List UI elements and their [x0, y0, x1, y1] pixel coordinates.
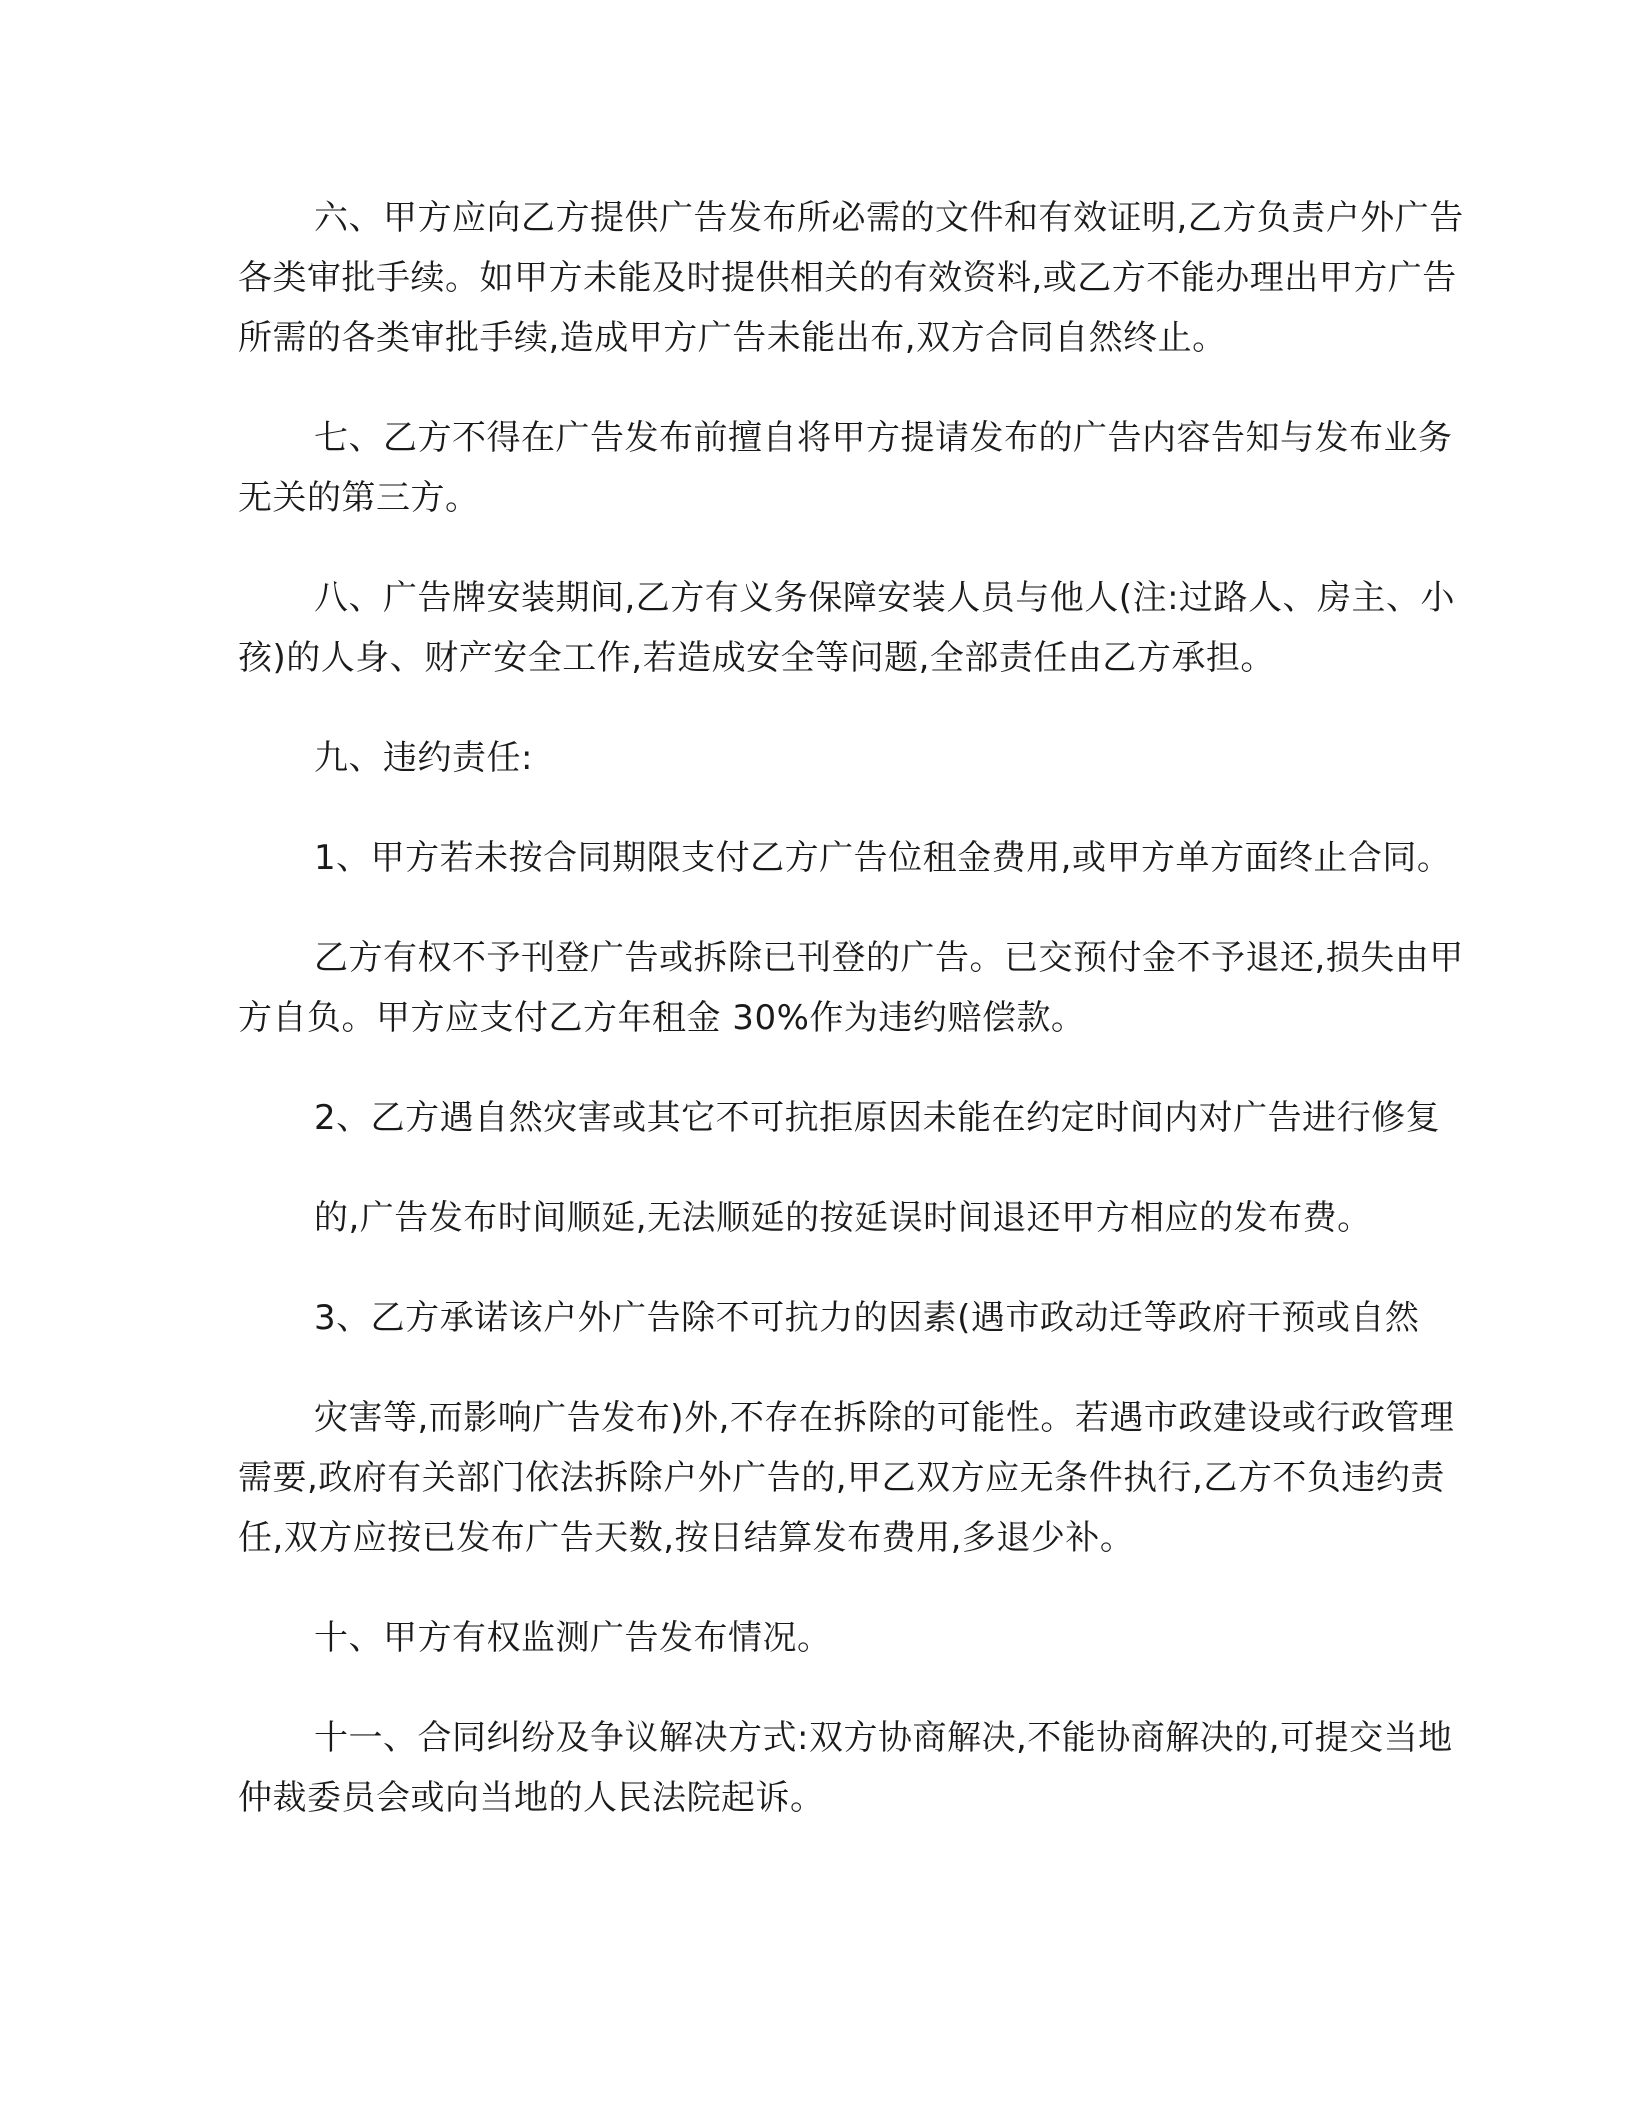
clause-9-item-3-line-2: 灾害等,而影响广告发布)外,不存在拆除的可能性。若遇市政建设或行政管理 [314, 1398, 1455, 1438]
clause-6-line-1: 六、甲方应向乙方提供广告发布所必需的文件和有效证明,乙方负责户外广告 [314, 198, 1464, 238]
clause-9-item-3-line-1: 3、乙方承诺该户外广告除不可抗力的因素(遇市政动迁等政府干预或自然 [314, 1298, 1420, 1338]
clause-9-item-1-para-line-1: 乙方有权不予刊登广告或拆除已刊登的广告。已交预付金不予退还,损失由甲 [314, 938, 1464, 978]
clause-10: 十、甲方有权监测广告发布情况。 [314, 1618, 832, 1658]
clause-9-item-2-line-2: 的,广告发布时间顺延,无法顺延的按延误时间退还甲方相应的发布费。 [314, 1198, 1372, 1238]
clause-11-line-2: 仲裁委员会或向当地的人民法院起诉。 [238, 1778, 825, 1818]
clause-9-item-1-para-line-2: 方自负。甲方应支付乙方年租金 30%作为违约赔偿款。 [238, 998, 1086, 1038]
clause-9-item-3-line-3: 需要,政府有关部门依法拆除户外广告的,甲乙双方应无条件执行,乙方不负违约责 [238, 1458, 1445, 1498]
clause-8-line-1: 八、广告牌安装期间,乙方有义务保障安装人员与他人(注:过路人、房主、小 [314, 578, 1456, 618]
clause-6-line-2: 各类审批手续。如甲方未能及时提供相关的有效资料,或乙方不能办理出甲方广告 [238, 258, 1457, 298]
clause-8-line-2: 孩)的人身、财产安全工作,若造成安全等问题,全部责任由乙方承担。 [238, 638, 1275, 678]
clause-9-item-2-line-1: 2、乙方遇自然灾害或其它不可抗拒原因未能在约定时间内对广告进行修复 [314, 1098, 1441, 1138]
clause-11-line-1: 十一、合同纠纷及争议解决方式:双方协商解决,不能协商解决的,可提交当地 [314, 1718, 1453, 1758]
clause-9-item-3-line-4: 任,双方应按已发布广告天数,按日结算发布费用,多退少补。 [238, 1518, 1135, 1558]
clause-7-line-1: 七、乙方不得在广告发布前擅自将甲方提请发布的广告内容告知与发布业务 [314, 418, 1453, 458]
clause-9-item-1: 1、甲方若未按合同期限支付乙方广告位租金费用,或甲方单方面终止合同。 [314, 838, 1452, 878]
clause-9-heading: 九、违约责任: [314, 738, 533, 778]
clause-7-line-2: 无关的第三方。 [238, 478, 480, 518]
clause-6-line-3: 所需的各类审批手续,造成甲方广告未能出布,双方合同自然终止。 [238, 318, 1227, 358]
